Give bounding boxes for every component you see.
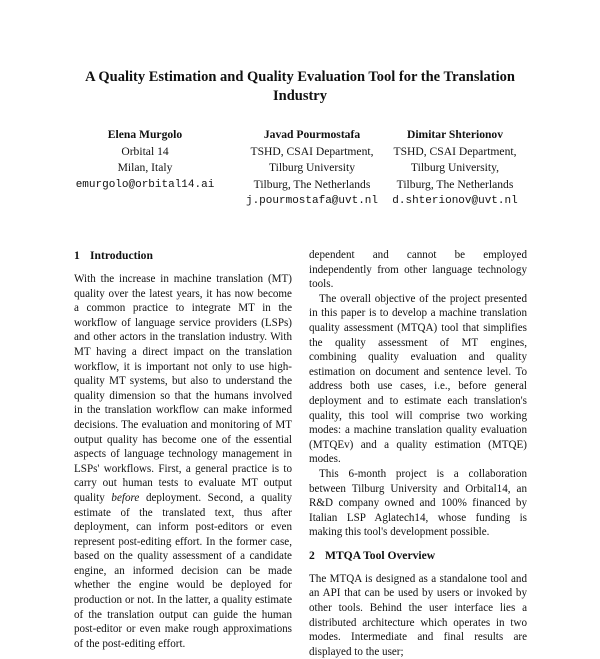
author-block <box>370 127 540 210</box>
section-number: 1 <box>74 249 80 262</box>
right-column <box>309 248 527 659</box>
author-block <box>60 127 230 193</box>
author-affiliation: Orbital 14 <box>121 144 169 158</box>
author-affiliation: TSHD, CSAI Department, <box>250 144 374 158</box>
intro-paragraph: With the increase in machine translation (MT) quality over the latest years, it has now become a common practice to integrate MT in the workflow of language service providers (LSPs) and other actors in the translation industry. With MT having a direct impact on the translation workflow, it is important not only to use high-quality MT systems, but also to understand the quality dimension so that the humans involved in the translation workflow can make informed decisions. The evaluation and monitoring of MT output quality has become one of the essential aspects of language technology management in LSPs' workflows. First, a general practice is to carry out human tests to evaluate MT output quality before deployment. Second, a quality estimate of the translated text, thus after deployment, can inform post-editors or even represent post-editing effort. In the former case, based on the quality assessment of a candidate engine, an informed decision can be made whether the engine would be deployed for production or not. In the latter, a quality estimate of the translation output can guide the human post-editor or even make rough approximations of the post-editing effort. <box>74 273 293 650</box>
paper-title-line-2: Industry <box>273 88 327 104</box>
overview-paragraph: The MTQA is designed as a standalone tool and an API that can be used by users or invoked by other tools. Behind the user interface lies a distributed architecture which operates in two modes. Intermediate and final results are displayed to the user; <box>309 572 527 658</box>
author-email: j.pourmostafa@uvt.nl <box>245 195 379 207</box>
section-title: Introduction <box>90 249 153 262</box>
author-email: d.shterionov@uvt.nl <box>392 195 518 207</box>
emphasis-text: before <box>111 491 140 504</box>
objective-paragraph: The overall objective of the project presented in this paper is to develop a machine translation quality assessment (MTQA) tool that simplifies the quality assessment of MT engines, combining quality evaluation and quality estimation on document and sentence level. To address both use cases, i.e., before general deployment and to estimate each translation's quality, this tool will comprise two working modes: a machine translation quality evaluation (MTQEv) and a quality estimation (MTQE) modes. <box>309 292 527 466</box>
author-email: emurgolo@orbital14.ai <box>75 178 215 191</box>
section-title: MTQA Tool Overview <box>325 548 436 562</box>
paper-title <box>0 68 600 106</box>
author-name: Dimitar Shterionov <box>406 128 504 141</box>
continued-paragraph: dependent and cannot be employed independently from other language technology tools. <box>309 249 527 291</box>
author-institution: Tilburg University <box>268 161 355 174</box>
paper-title-line-1: A Quality Estimation and Quality Evaluation Tool for the Translation <box>85 69 515 85</box>
author-institution: Tilburg University, <box>410 161 500 174</box>
author-name: Javad Pourmostafa <box>263 128 361 141</box>
left-column <box>74 248 292 651</box>
author-location: Tilburg, The Netherlands <box>396 177 514 191</box>
collaboration-paragraph: This 6-month project is a collaboration between Tilburg University and Orbital14, an R&D company owned and 100% financed by Italian LSP Aglatech14, whose funding is making this tool's development possible. <box>309 467 527 539</box>
section-2-heading <box>309 548 527 564</box>
author-name: Elena Murgolo <box>107 128 183 141</box>
author-affiliation: TSHD, CSAI Department, <box>393 144 517 158</box>
section-1-heading <box>74 248 292 264</box>
section-number: 2 <box>309 548 315 562</box>
author-location: Milan, Italy <box>117 161 173 174</box>
author-location: Tilburg, The Netherlands <box>253 177 371 191</box>
